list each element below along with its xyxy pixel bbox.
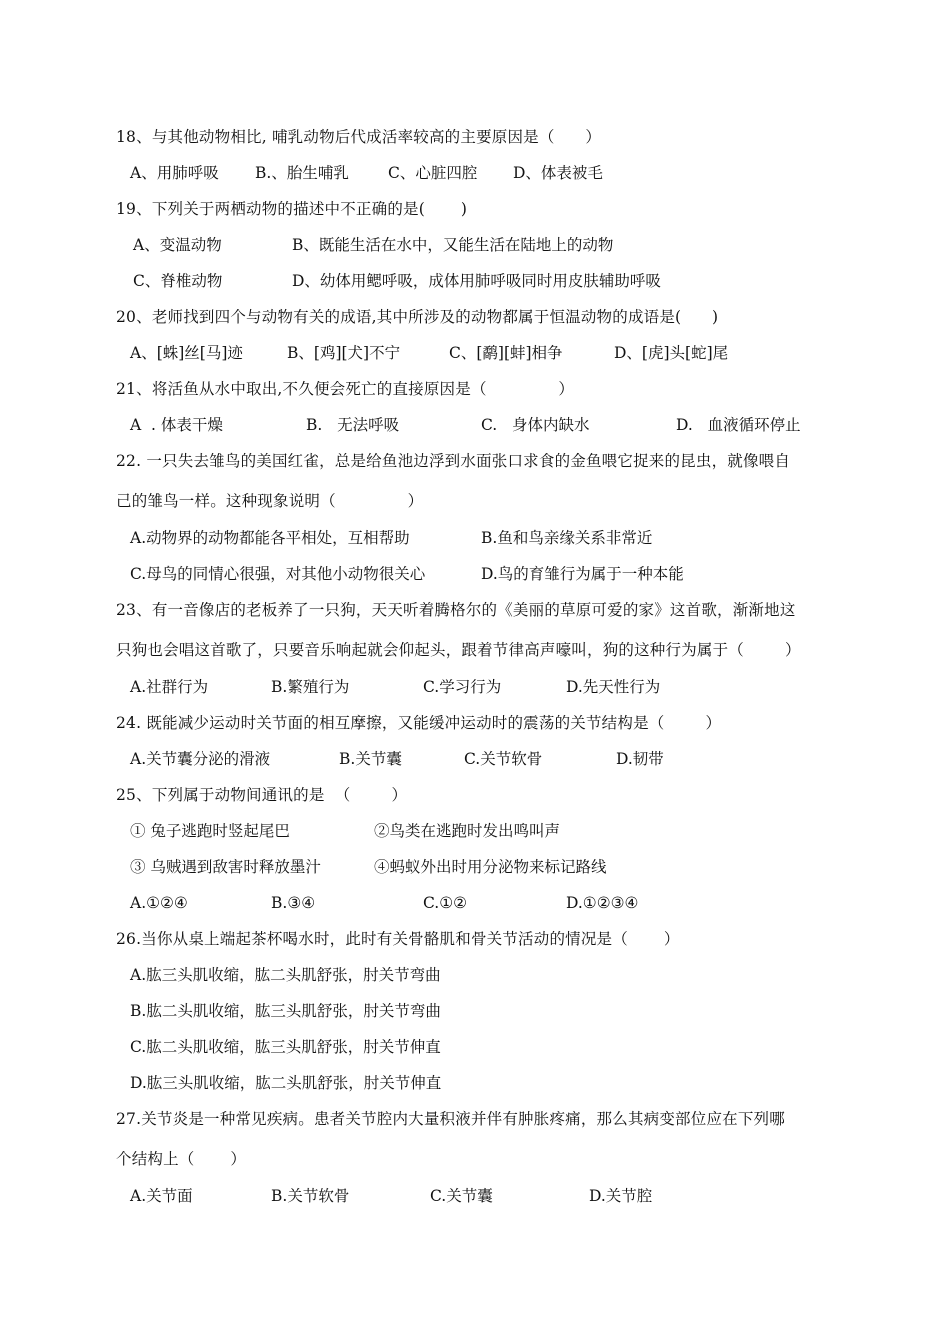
q22-option-b: B.鱼和鸟亲缘关系非常近 [481,529,653,547]
q21-option-b: B. 无法呼吸 [306,416,400,434]
q23-option-b: B.繁殖行为 [271,678,350,696]
q19-option-a: A、变温动物 [133,236,222,254]
q18-option-b: B.、胎生哺乳 [255,164,349,182]
q22-option-c: C.母鸟的同情心很强，对其他小动物很关心 [130,565,426,583]
q23-option-d: D.先天性行为 [566,678,661,696]
q27-option-c: C.关节囊 [430,1187,493,1205]
q27-option-b: B.关节软骨 [271,1187,350,1205]
question-23-stem-line2: 只狗也会唱这首歌了，只要音乐响起就会仰起头，跟着节律高声嚎叫，狗的这种行为属于（ ） [116,641,801,659]
question-26-stem: 26.当你从桌上端起茶杯喝水时，此时有关骨骼肌和骨关节活动的情况是（ ） [116,930,680,948]
q25-option-d: D.①②③④ [566,894,639,912]
q20-option-a: A、[蛛]丝[马]迹 [130,344,243,362]
q18-option-d: D、体表被毛 [513,164,603,182]
q21-option-a: A . 体表干燥 [130,416,223,434]
question-25-stem: 25、下列属于动物间通讯的是 （ ） [116,786,408,804]
question-27-stem-line2: 个结构上（ ） [116,1150,247,1168]
q25-item-3: ③ 乌贼遇到敌害时释放墨汁 [130,858,321,876]
q18-option-c: C、心脏四腔 [388,164,478,182]
q24-option-a: A.关节囊分泌的滑液 [130,750,271,768]
question-27-stem-line1: 27.关节炎是一种常见疾病。患者关节腔内大量积液并伴有肿胀疼痛，那么其病变部位应在下列哪 [116,1110,785,1128]
question-19-stem: 19、下列关于两栖动物的描述中不正确的是( ) [116,200,468,218]
q24-option-d: D.韧带 [616,750,664,768]
q27-option-d: D.关节腔 [589,1187,653,1205]
q23-option-c: C.学习行为 [423,678,502,696]
question-21-stem: 21、将活鱼从水中取出,不久便会死亡的直接原因是（ ） [116,380,575,398]
q20-option-c: C、[鹬][蚌]相争 [449,344,563,362]
q26-option-c: C.肱二头肌收缩，肱三头肌舒张，肘关节伸直 [130,1038,441,1056]
question-18-stem: 18、与其他动物相比, 哺乳动物后代成活率较高的主要原因是（ ） [116,128,602,146]
q19-option-d: D、幼体用鳃呼吸，成体用肺呼吸同时用皮肤辅助呼吸 [292,272,661,290]
q25-item-2: ②鸟类在逃跑时发出鸣叫声 [374,822,561,840]
question-22-stem-line1: 22. 一只失去雏鸟的美国红雀，总是给鱼池边浮到水面张口求食的金鱼喂它捉来的昆虫，就像喂自 [116,452,791,470]
q26-option-b: B.肱二头肌收缩，肱三头肌舒张，肘关节弯曲 [130,1002,441,1020]
question-20-stem: 20、老师找到四个与动物有关的成语,其中所涉及的动物都属于恒温动物的成语是( ) [116,308,719,326]
q18-option-a: A、用肺呼吸 [130,164,219,182]
question-22-stem-line2: 己的雏鸟一样。这种现象说明（ ） [116,492,424,510]
q27-option-a: A.关节面 [130,1187,193,1205]
q22-option-a: A.动物界的动物都能各平相处，互相帮助 [130,529,410,547]
q21-option-c: C. 身体内缺水 [481,416,590,434]
q25-option-a: A.①②④ [130,894,188,912]
q21-option-d: D. 血液循环停止 [676,416,801,434]
q19-option-b: B、既能生活在水中，又能生活在陆地上的动物 [292,236,614,254]
q20-option-b: B、[鸡][犬]不宁 [287,344,401,362]
q25-option-b: B.③④ [271,894,316,912]
question-24-stem: 24. 既能减少运动时关节面的相互摩擦，又能缓冲运动时的震荡的关节结构是（ ） [116,714,722,732]
q19-option-c: C、脊椎动物 [133,272,223,290]
q24-option-c: C.关节软骨 [464,750,543,768]
q20-option-d: D、[虎]头[蛇]尾 [614,344,729,362]
question-23-stem-line1: 23、有一音像店的老板养了一只狗，天天听着腾格尔的《美丽的草原可爱的家》这首歌，渐渐地这 [116,601,796,619]
q23-option-a: A.社群行为 [130,678,209,696]
q26-option-a: A.肱三头肌收缩，肱二头肌舒张，肘关节弯曲 [130,966,441,984]
q22-option-d: D.鸟的育雏行为属于一种本能 [481,565,684,583]
q25-item-4: ④蚂蚁外出时用分泌物来标记路线 [374,858,607,876]
q25-option-c: C.①② [423,894,468,912]
q24-option-b: B.关节囊 [339,750,402,768]
q26-option-d: D.肱三头肌收缩，肱二头肌舒张，肘关节伸直 [130,1074,442,1092]
q25-item-1: ① 兔子逃跑时竖起尾巴 [130,822,290,840]
